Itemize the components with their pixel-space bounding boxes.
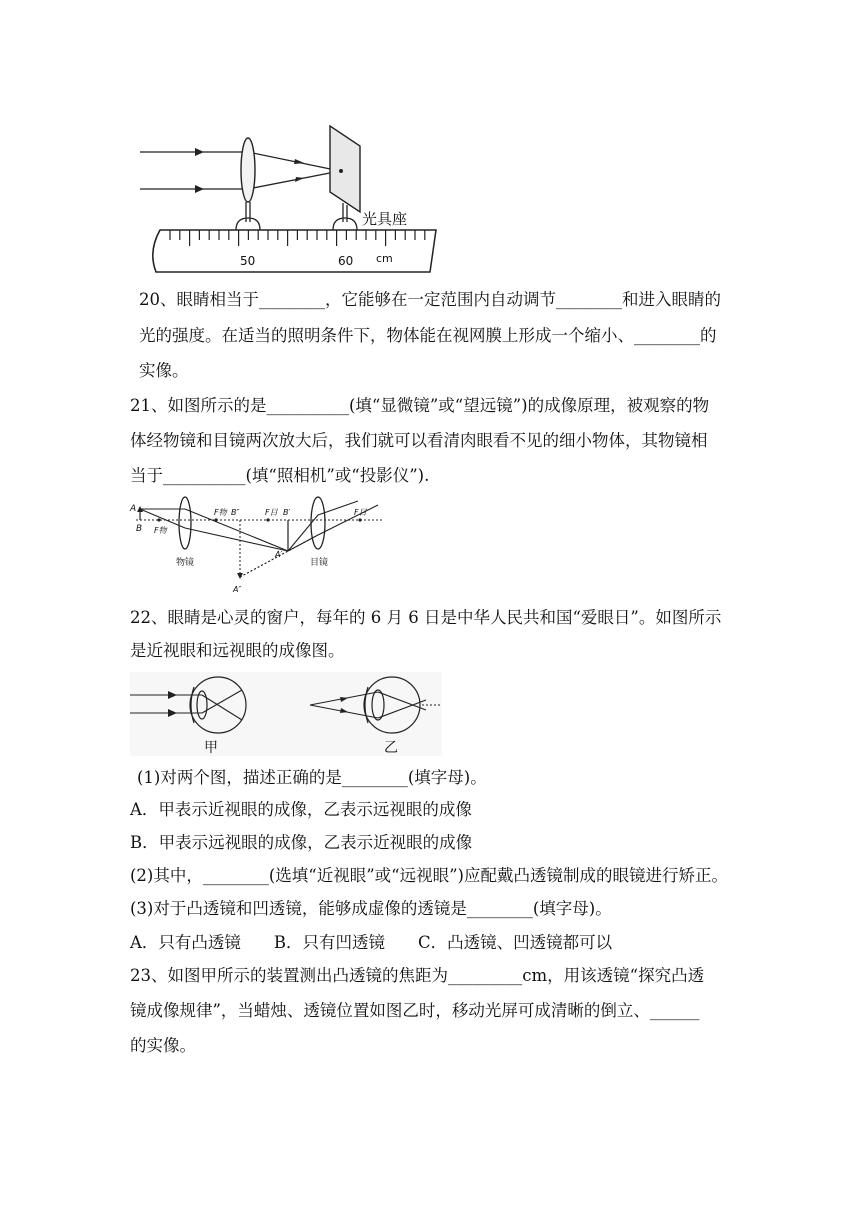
q20-line-1: 20、眼睛相当于________，它能够在一定范围内自动调节________和进入眼睛的: [139, 290, 721, 309]
q22-sub1: (1)对两个图，描述正确的是________(填字母)。: [137, 768, 487, 787]
label-B-double: B″: [231, 508, 240, 517]
eyepiece-label: 目镜: [310, 558, 329, 568]
label-A-double: A″: [233, 585, 242, 594]
q22-line-2: 是近视眼和远视眼的成像图。: [130, 641, 345, 660]
q22-sub1-option-A: A．甲表示近视眼的成像，乙表示远视眼的成像: [130, 800, 472, 819]
eye-figure: [130, 672, 442, 756]
q20-line-2: 光的强度。在适当的照明条件下，物体能在视网膜上形成一个缩小、________的: [139, 326, 717, 345]
label-A-prime: A′: [275, 550, 283, 559]
objective-label: 物镜: [176, 558, 195, 568]
q21-line-1: 21、如图所示的是__________(填“显微镜”或“望远镜”)的成像原理，被观察的物: [130, 396, 710, 415]
microscope-figure: [128, 495, 388, 597]
bench-label: 光具座: [362, 210, 408, 228]
tick-label-60: 60: [338, 254, 354, 268]
q23-line-3: 的实像。: [130, 1036, 196, 1055]
label-F-obj-left: F物: [154, 526, 167, 535]
q22-line-1: 22、眼睛是心灵的窗户，每年的 6 月 6 日是中华人民共和国“爱眼日”。如图所示: [130, 608, 722, 627]
q22-sub2: (2)其中，________(选填“近视眼”或“远视眼”)应配戴凸透镜制成的眼镜进行矫正。: [130, 866, 728, 885]
label-F-eye-right: F目: [354, 508, 367, 517]
unit-label: cm: [376, 252, 393, 265]
label-A: A: [130, 504, 137, 514]
q22-sub1-option-B: B．甲表示远视眼的成像，乙表示近视眼的成像: [130, 833, 473, 852]
q21-line-3: 当于__________(填“照相机”或“投影仪”).: [130, 466, 430, 485]
label-yi: 乙: [384, 740, 398, 756]
q22-sub3-options: A．只有凸透镜 B．只有凹透镜 C．凸透镜、凹透镜都可以: [130, 933, 613, 952]
optical-bench-figure: [140, 122, 440, 274]
q20-line-3: 实像。: [139, 361, 189, 380]
label-B: B: [136, 524, 143, 534]
label-B-prime: B′: [283, 508, 291, 517]
tick-label-50: 50: [240, 254, 256, 268]
q23-line-2: 镜成像规律”，当蜡烛、透镜位置如图乙时，移动光屏可成清晰的倒立、______: [130, 1001, 700, 1020]
q22-sub3: (3)对于凸透镜和凹透镜，能够成虚像的透镜是________(填字母)。: [130, 899, 612, 918]
q23-line-1: 23、如图甲所示的装置测出凸透镜的焦距为_________cm，用该透镜“探究凸透: [130, 966, 705, 985]
label-jia: 甲: [204, 740, 218, 756]
q21-line-2: 体经物镜和目镜两次放大后，我们就可以看清肉眼看不见的细小物体，其物镜相: [130, 431, 708, 450]
label-F-eye-left: F目: [265, 508, 278, 517]
label-F-obj-right: F物: [214, 508, 227, 517]
